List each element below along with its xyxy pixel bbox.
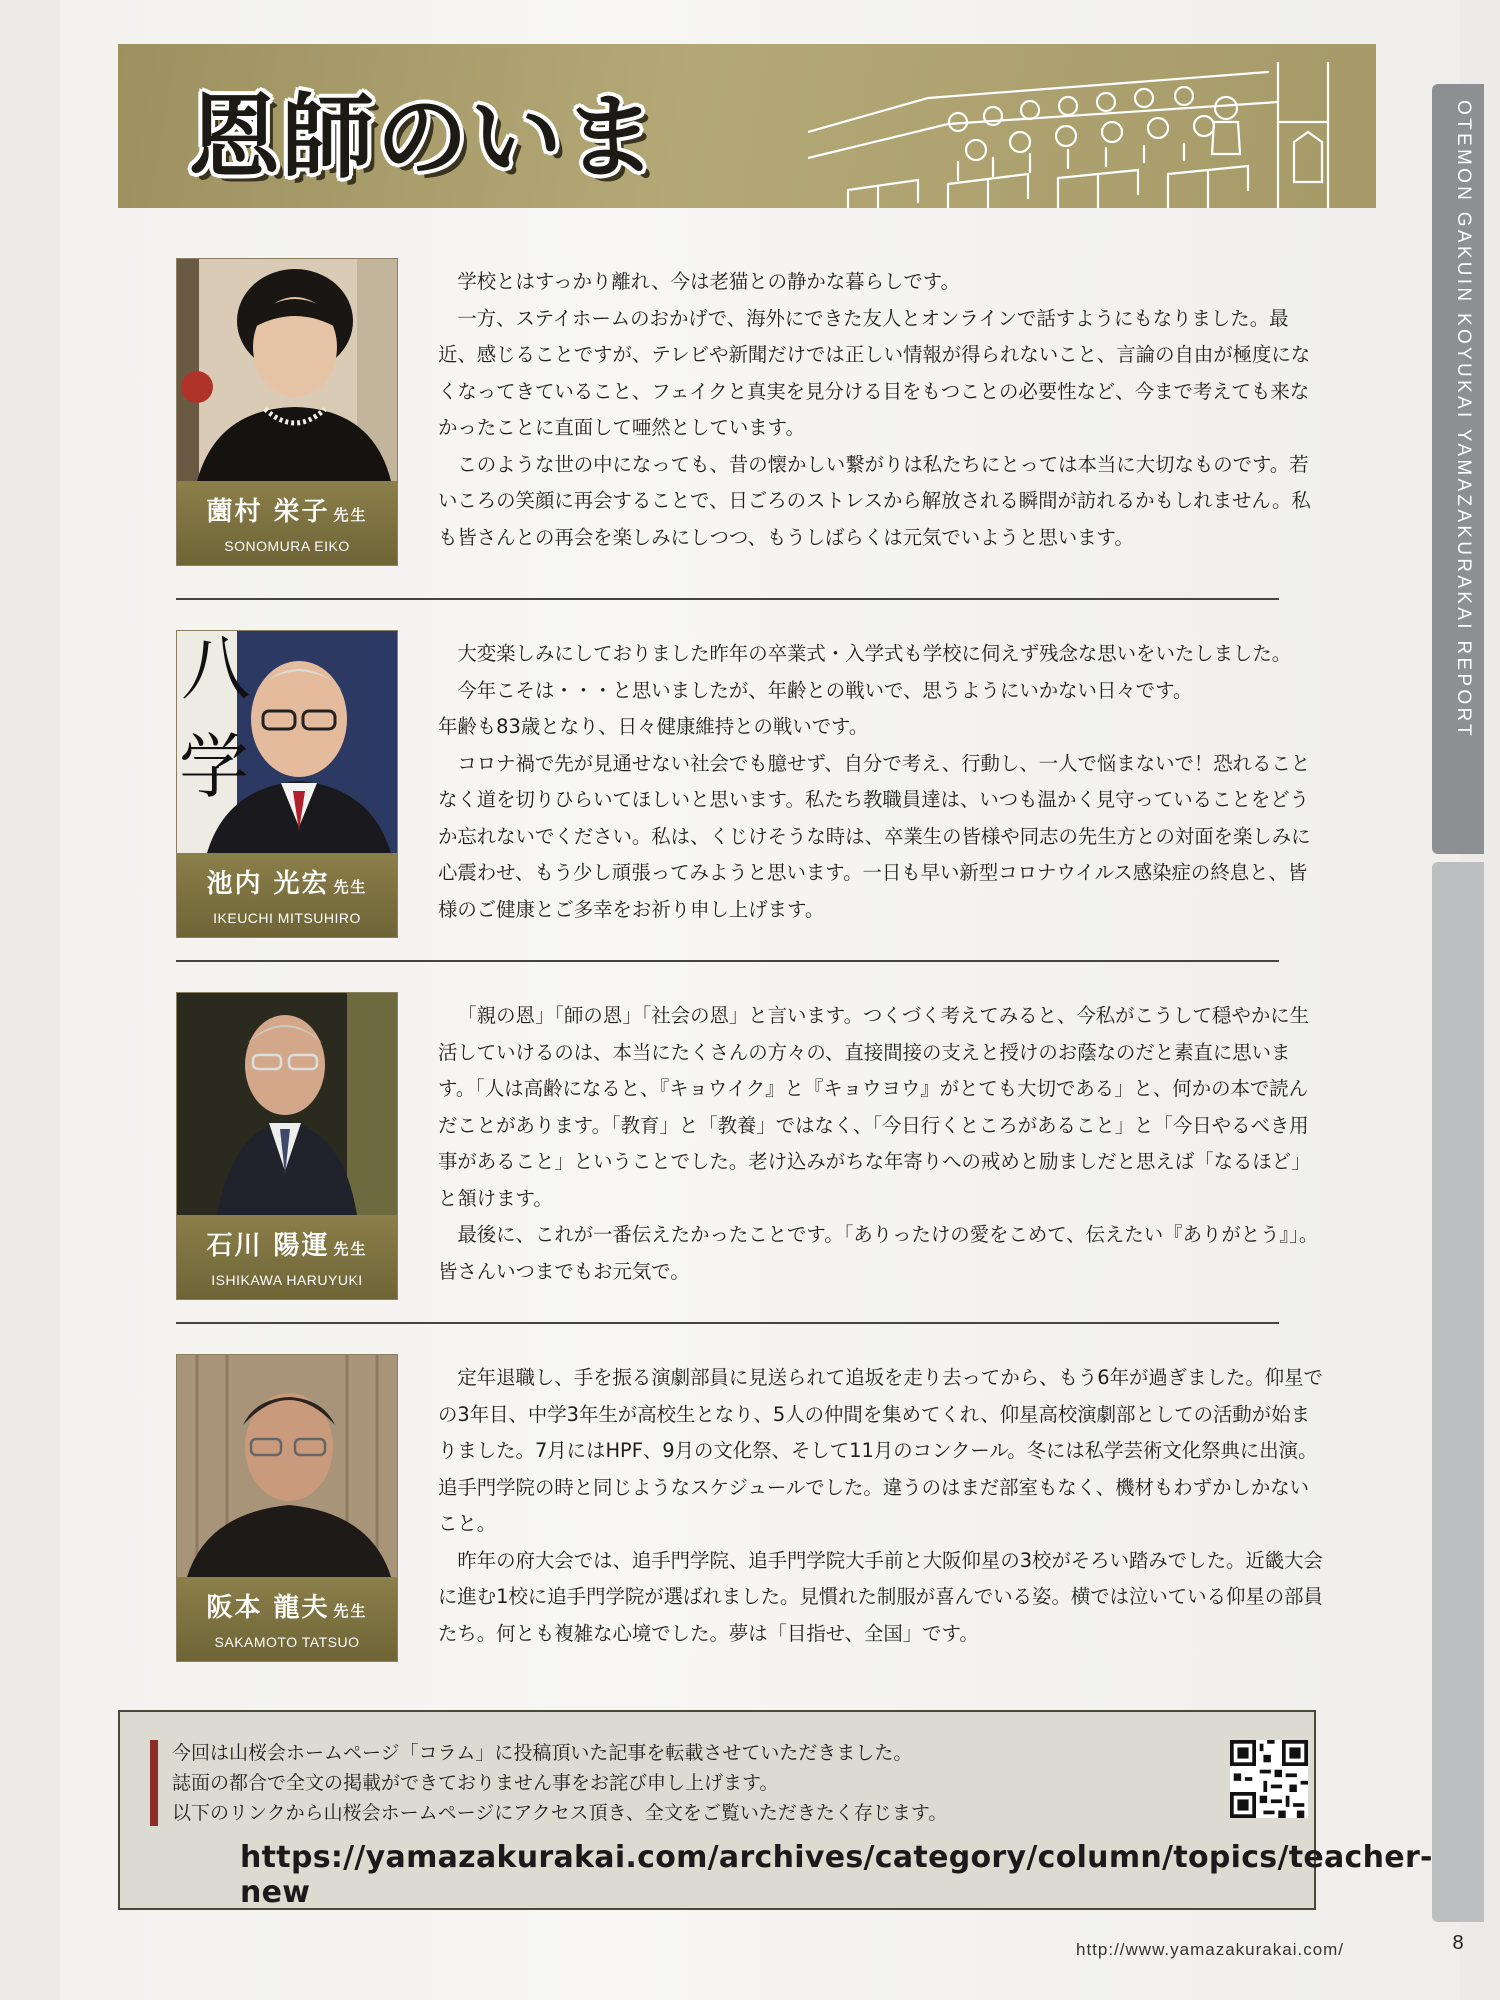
side-strip-lower	[1432, 862, 1484, 1922]
portrait-photo	[177, 1355, 397, 1577]
section-divider	[176, 1322, 1279, 1324]
portrait-photo	[177, 631, 397, 853]
side-label: OTEMON GAKUIN KOYUKAI YAMAZAKURAKAI REPORT	[1453, 100, 1474, 740]
classroom-illustration	[808, 62, 1368, 208]
teacher-photo-frame	[176, 1354, 398, 1662]
teacher-photo-frame	[176, 258, 398, 566]
header-banner	[118, 44, 1376, 208]
teacher-name-romaji: IKEUCHI MITSUHIRO	[213, 910, 361, 926]
paragraph: 年齢も83歳となり、日々健康維持との戦いです。	[438, 715, 869, 738]
footer-url[interactable]: http://www.yamazakurakai.com/	[1076, 1940, 1345, 1959]
section-divider	[176, 598, 1279, 600]
article-link[interactable]: https://yamazakurakai.com/archives/category/column/topics/teacher-new	[240, 1840, 1433, 1910]
paragraph: 今年こそは・・・と思いましたが、年齢との戦いで、思うようにいかない日々です。	[457, 678, 1193, 702]
teacher-message	[438, 998, 1326, 1290]
notice-accent-bar	[150, 1740, 158, 1826]
teacher-message	[438, 1360, 1326, 1652]
paragraph: 一方、ステイホームのおかげで、海外にできた友人とオンラインで話すようにもなりました。最近、感じることですが、テレビや新聞だけでは正しい情報が得られないこと、言論の自由が極度になくなってきていること、フェイクと真実を見分ける目をもつことの必要性など、今まで考えても来なかったことに直面して唖然としています。	[438, 306, 1311, 439]
honorific: 先生	[333, 1602, 368, 1620]
teacher-block-ishikawa	[176, 992, 1326, 1302]
notice-box	[118, 1710, 1433, 1910]
teacher-name: 薗村 栄子	[206, 497, 330, 527]
teacher-name: 阪本 龍夫	[206, 1593, 330, 1623]
teacher-message	[438, 636, 1326, 928]
teacher-message	[438, 264, 1326, 556]
page-number: 8	[1452, 1932, 1464, 1954]
notice-line: 以下のリンクから山桜会ホームページにアクセス頂き、全文をご覧いただきたく存じます。	[172, 1802, 948, 1824]
paragraph: コロナ禍で先が見通せない社会でも臆せず、自分で考え、行動し、一人で悩まないで！恐れることなく道を切りひらいてほしいと思います。私たち教職員達は、いつも温かく見守っていることをどうか忘れないでください。私は、くじけそうな時は、卒業生の皆様や同志の先生方との対面を楽しみに心震わせ、もう少し頑張ってみようと思います。一日も早い新型コロナウイルス感染症の終息と、皆様のご健康とご多幸をお祈り申し上げます。	[438, 751, 1311, 921]
paragraph: このような世の中になっても、昔の懐かしい繋がりは私たちにとっては本当に大切なものです。若いころの笑顔に再会することで、日ごろのストレスから解放される瞬間が訪れるかもしれません。私も皆さんとの再会を楽しみにしつつ、もうしばらくは元気でいようと思います。	[438, 452, 1311, 549]
section-divider	[176, 960, 1279, 962]
nameplate	[177, 853, 397, 937]
honorific: 先生	[333, 1240, 368, 1258]
paragraph: 「親の恩」「師の恩」「社会の恩」と言います。つくづく考えてみると、今私がこうして穏やかに生活していけるのは、本当にたくさんの方々の、直接間接の支えと授けのお蔭なのだと素直に思います。「人は高齢になると、『キョウイク』と『キョウヨウ』がとても大切である」と、何かの本で読んだことがあります。「教育」と「教養」ではなく、「今日行くところがあること」と「今日やるべき用事があること」ということでした。老け込みがちな年寄りへの戒めと励ましだと思えば「なるほど」と頷けます。	[438, 1004, 1311, 1210]
paragraph: 学校とはすっかり離れ、今は老猫との静かな暮らしです。	[457, 270, 960, 293]
paragraph: 定年退職し、手を振る演劇部員に見送られて追坂を走り去ってから、もう6年が過ぎました。仰星での3年目、中学3年生が高校生となり、5人の仲間を集めてくれ、仰星高校演劇部としての活動が始まりました。7月にはHPF、9月の文化祭、そして11月のコンクール。冬には私学芸術文化祭典に出演。追手門学院の時と同じようなスケジュールでした。違うのはまだ部室もなく、機材もわずかしかないこと。	[438, 1366, 1323, 1535]
paragraph: 最後に、これが一番伝えたかったことです。「ありったけの愛をこめて、伝えたい『ありがとう』」。皆さんいつまでもお元気で。	[438, 1223, 1319, 1283]
honorific: 先生	[333, 878, 368, 896]
teacher-name: 池内 光宏	[206, 869, 330, 899]
svg-text:学: 学	[179, 726, 249, 808]
portrait-photo	[177, 993, 397, 1215]
teacher-block-ikeuchi	[176, 630, 1326, 940]
nameplate	[177, 1215, 397, 1299]
paragraph: 昨年の府大会では、追手門学院、追手門学院大手前と大阪仰星の3校がそろい踏みでした。近畿大会に進む1校に追手門学院が選ばれました。見慣れた制服が喜んでいる姿。横では泣いている仰星の部員たち。何とも複雑な心境でした。夢は「目指せ、全国」です。	[438, 1548, 1323, 1645]
notice-line: 今回は山桜会ホームページ「コラム」に投稿頂いた記事を転載させていただきました。	[172, 1742, 913, 1764]
teacher-name-romaji: SAKAMOTO TATSUO	[214, 1634, 360, 1650]
notice-line: 誌面の都合で全文の掲載ができておりません事をお詫び申し上げます。	[172, 1772, 779, 1794]
honorific: 先生	[333, 506, 368, 524]
nameplate	[177, 481, 397, 565]
teacher-photo-frame	[176, 992, 398, 1300]
page-title: 恩師のいま	[188, 83, 659, 191]
paragraph: 大変楽しみにしておりました昨年の卒業式・入学式も学校に伺えず残念な思いをいたしました。	[457, 642, 1292, 665]
qr-code-icon[interactable]	[1230, 1740, 1308, 1818]
nameplate	[177, 1577, 397, 1661]
teacher-name-romaji: SONOMURA EIKO	[224, 538, 350, 554]
teacher-block-sonomura	[176, 258, 1326, 568]
portrait-photo	[177, 259, 397, 481]
teacher-name: 石川 陽運	[206, 1231, 330, 1261]
svg-text:八: 八	[181, 631, 251, 710]
teacher-block-sakamoto	[176, 1354, 1326, 1664]
teacher-name-romaji: ISHIKAWA HARUYUKI	[211, 1272, 363, 1288]
teacher-photo-frame	[176, 630, 398, 938]
